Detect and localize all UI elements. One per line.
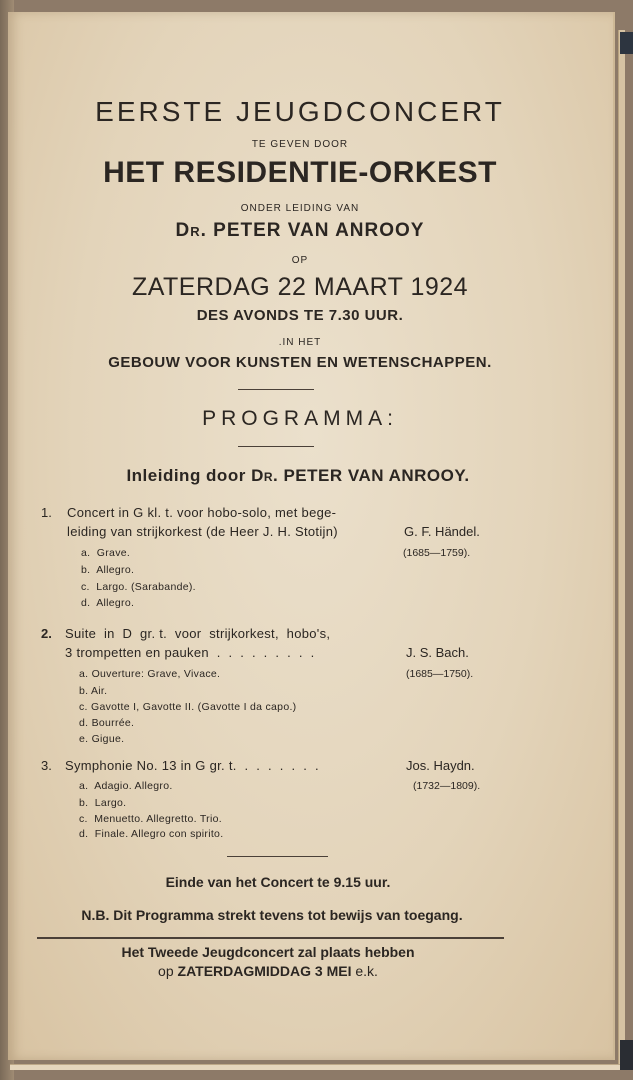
piece-number: 1. [41, 505, 52, 520]
next-suffix: e.k. [355, 963, 378, 979]
page-edge [618, 30, 625, 1070]
divider-thick [37, 937, 504, 939]
piece-number: 3. [41, 758, 52, 773]
admission-note: N.B. Dit Programma strekt tevens tot bewijs van toegang. [81, 907, 463, 923]
venue: GEBOUW VOOR KUNSTEN EN WETENSCHAPPEN. [108, 354, 492, 371]
cover-corner-bottom [620, 1040, 633, 1070]
movement: c. Menuetto. Allegretto. Trio. [79, 813, 222, 825]
next-prefix: op [158, 963, 174, 979]
composer-years: (1685—1750). [406, 668, 474, 680]
concert-title: EERSTE JEUGDCONCERT [95, 96, 505, 127]
conductor [16, 220, 584, 242]
movement: b. Largo. [79, 797, 127, 809]
conductor-name: PETER VAN ANROOY [213, 220, 425, 241]
end-time: Einde van het Concert te 9.15 uur. [165, 874, 391, 890]
next-date: ZATERDAGMIDDAG 3 MEI [177, 963, 352, 979]
intro-name: PETER VAN ANROOY. [283, 466, 470, 485]
composer-years: (1732—1809). [413, 780, 481, 792]
piece-line: Suite in D gr. t. voor strijkorkest, hobo's, [65, 626, 331, 641]
in-label: .IN HET [278, 337, 322, 348]
concert-time: DES AVONDS TE 7.30 UUR. [196, 307, 404, 324]
piece-line: leiding van strijkorkest (de Heer J. H. Stotijn) [67, 524, 338, 539]
intro-dr: Dr. [251, 466, 279, 485]
composer: Jos. Haydn. [406, 758, 475, 773]
movement: a. Grave. [81, 547, 131, 559]
cover-corner [620, 32, 633, 54]
movement: e. Gigue. [79, 733, 125, 745]
piece-number: 2. [41, 626, 52, 641]
movement: a. Adagio. Allegro. [79, 780, 173, 792]
programme-heading: PROGRAMMA: [202, 407, 398, 430]
movement: d. Bourrée. [79, 717, 135, 729]
divider [227, 856, 328, 857]
movement: c. Gavotte I, Gavotte II. (Gavotte I da capo.) [79, 701, 297, 713]
movement: a. Ouverture: Grave, Vivace. [79, 668, 221, 680]
movement: d. Allegro. [81, 597, 135, 609]
concert-date: ZATERDAG 22 MAART 1924 [131, 273, 469, 301]
conductor-prefix: Dr. [175, 220, 207, 241]
composer: G. F. Händel. [404, 524, 480, 539]
divider [238, 389, 314, 390]
given-by-label: TE GEVEN DOOR [251, 139, 349, 150]
movement: d. Finale. Allegro con spirito. [79, 828, 224, 840]
next-concert-line1: Het Tweede Jeugdconcert zal plaats hebben [121, 944, 415, 960]
on-label: OP [291, 255, 309, 266]
composer-years: (1685—1759). [403, 547, 471, 559]
movement: b. Air. [79, 685, 108, 697]
next-concert-line2 [0, 963, 552, 979]
intro-prefix: Inleiding door [126, 466, 246, 485]
page-bottom-edge [10, 1064, 620, 1070]
movement: b. Allegro. [81, 564, 135, 576]
introduction [14, 466, 582, 486]
orchestra-name: HET RESIDENTIE-ORKEST [103, 156, 497, 189]
conducted-by-label: ONDER LEIDING VAN [240, 203, 360, 214]
divider [238, 446, 314, 447]
movement: c. Largo. (Sarabande). [81, 581, 196, 593]
piece-line: Symphonie No. 13 in G gr. t. . . . . . . . [65, 758, 319, 773]
piece-line: 3 trompetten en pauken . . . . . . . . . [65, 645, 315, 660]
composer: J. S. Bach. [406, 645, 469, 660]
piece-line: Concert in G kl. t. voor hobo-solo, met bege- [67, 505, 337, 520]
